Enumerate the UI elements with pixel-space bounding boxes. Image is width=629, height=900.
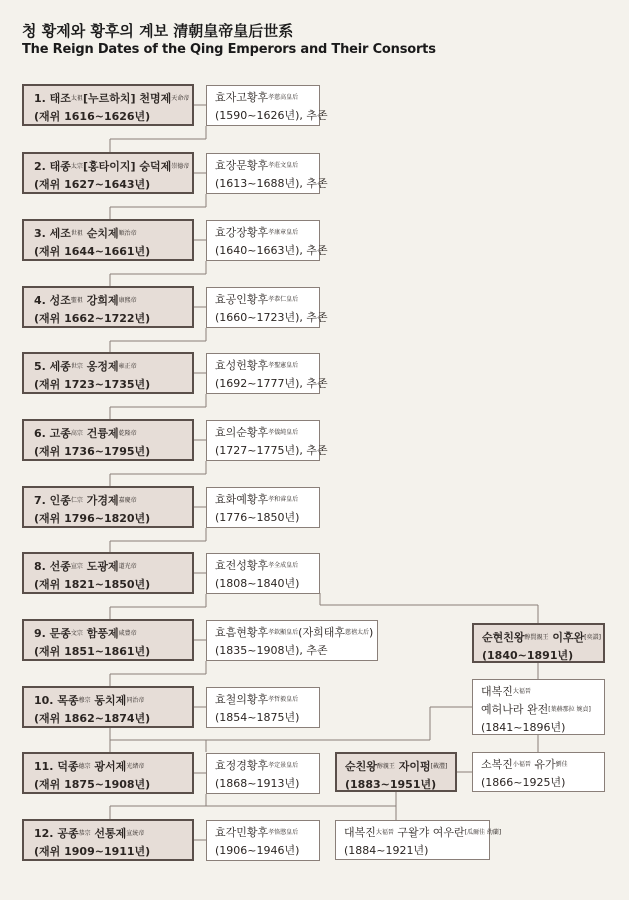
emperor-box: 3. 세조$^{世祖}$ 순치제$^{順治帝}$ (재위 1644~1661년) — [22, 219, 194, 261]
emperor-box: 1. 태조$^{太祖}$[누르하치] 천명제$^{天命帝}$ (재위 1616~1626년) — [22, 84, 194, 126]
consort-yu-box: 소복진$^{小福晉}$ 유가$^{劉佳}$ (1866~1925년) — [472, 752, 605, 792]
emperor-box: 12. 공종$^{恭宗}$ 선통제$^{宣統帝}$ (재위 1909~1911년) — [22, 819, 194, 861]
consort-box: 효의순황후$^{孝儀純皇后}$ (1727~1775년), 추존 — [206, 420, 320, 461]
page-subtitle: The Reign Dates of the Qing Emperors and Their Consorts — [22, 42, 436, 57]
consort-box: 효공인황후$^{孝恭仁皇后}$ (1660~1723년), 추존 — [206, 287, 320, 328]
consort-box: 효자고황후$^{孝慈高皇后}$ (1590~1626년), 추존 — [206, 85, 320, 126]
consort-box: 효강장황후$^{孝康章皇后}$ (1640~1663년), 추존 — [206, 220, 320, 261]
consort-guarjia-box: 대복진$^{大福晉}$ 구왈갸 여우란[瓜爾佳 幼蘭] (1884~1921년) — [335, 820, 490, 860]
emperor-box: 2. 태종$^{太宗}$[홍타이지] 숭덕제$^{崇德帝}$ (재위 1627~1643년) — [22, 152, 194, 194]
emperor-box: 9. 문종$^{文宗}$ 함풍제$^{咸豊帝}$ (재위 1851~1861년) — [22, 619, 194, 661]
consort-box: 효장문황후$^{孝莊文皇后}$ (1613~1688년), 추존 — [206, 153, 320, 194]
emperor-box: 4. 성조$^{聖祖}$ 강희제$^{康熙帝}$ (재위 1662~1722년) — [22, 286, 194, 328]
consort-box: 효철의황후$^{孝哲毅皇后}$ (1854~1875년) — [206, 687, 320, 728]
emperor-box: 6. 고종$^{高宗}$ 건륭제$^{乾隆帝}$ (재위 1736~1795년) — [22, 419, 194, 461]
consort-box: 효정경황후$^{孝定景皇后}$ (1868~1913년) — [206, 753, 320, 794]
consort-box: 효성헌황후$^{孝聖憲皇后}$ (1692~1777년), 추존 — [206, 353, 320, 394]
emperor-box: 10. 목종$^{穆宗}$ 동치제$^{同治帝}$ (재위 1862~1874년) — [22, 686, 194, 728]
consort-yehenara-box: 대복진$^{大福晉}$ 예허나라 완전[葉赫那拉 婉貞] (1841~1896년) — [472, 679, 605, 735]
consort-box: 효전성황후$^{孝全成皇后}$ (1808~1840년) — [206, 553, 320, 594]
prince-chun-zaifeng-box: 순친왕$^{醇親王}$ 자이펑[載灃] (1883~1951년) — [335, 752, 457, 792]
page-title: 청 황제와 황후의 계보 清朝皇帝皇后世系 — [22, 22, 294, 40]
emperor-box: 7. 인종$^{仁宗}$ 가경제$^{嘉慶帝}$ (재위 1796~1820년) — [22, 486, 194, 528]
emperor-box: 5. 세종$^{世宗}$ 옹정제$^{雍正帝}$ (재위 1723~1735년) — [22, 352, 194, 394]
consort-box: 효각민황후$^{孝恪愍皇后}$ (1906~1946년) — [206, 820, 320, 861]
consort-box: 효화예황후$^{孝和睿皇后}$ (1776~1850년) — [206, 487, 320, 528]
emperor-box: 8. 선종$^{宣宗}$ 도광제$^{道光帝}$ (재위 1821~1850년) — [22, 552, 194, 594]
prince-chun-yixuan-box: 순현친왕$^{醇賢親王}$ 이후완[奕譞] (1840~1891년) — [472, 623, 605, 663]
emperor-box: 11. 덕종$^{德宗}$ 광서제$^{光緖帝}$ (재위 1875~1908년) — [22, 752, 194, 794]
consort-box: 효흠현황후$^{孝欽顯皇后}$(자희태후$^{慈禧太后}$) (1835~1908년), 추존 — [206, 620, 378, 661]
